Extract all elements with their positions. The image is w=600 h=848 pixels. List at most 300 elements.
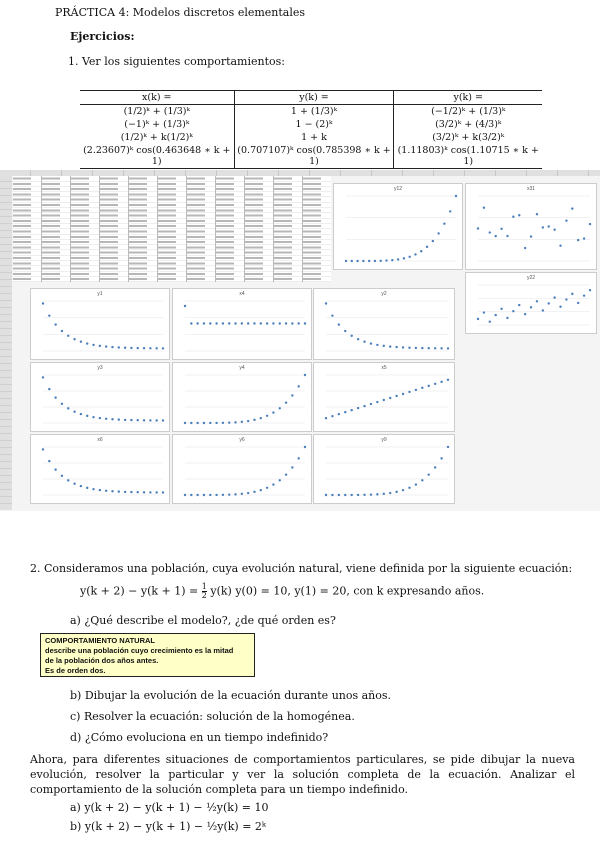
chart-plot	[334, 184, 462, 269]
data-point	[389, 397, 391, 399]
data-point	[344, 494, 346, 496]
chart-title: x5	[381, 365, 387, 371]
data-point	[376, 344, 378, 346]
data-point	[92, 416, 94, 418]
data-point	[408, 347, 410, 349]
data-point	[190, 322, 192, 324]
data-point	[54, 468, 56, 470]
chart-3	[172, 288, 312, 360]
data-point	[253, 419, 255, 421]
data-point	[99, 345, 101, 347]
data-point	[155, 491, 157, 493]
data-point	[111, 418, 113, 420]
data-point	[105, 345, 107, 347]
data-point	[130, 419, 132, 421]
data-point	[149, 419, 151, 421]
data-point	[559, 244, 561, 246]
data-point	[162, 491, 164, 493]
data-point	[421, 479, 423, 481]
table-cell: 1 − (2)ᵏ	[234, 118, 394, 131]
data-point	[421, 387, 423, 389]
data-point	[247, 492, 249, 494]
data-point	[420, 250, 422, 252]
data-point	[325, 302, 327, 304]
data-point	[247, 420, 249, 422]
data-point	[99, 489, 101, 491]
data-point	[272, 411, 274, 413]
data-point	[215, 322, 217, 324]
answer-line: de la población dos años antes.	[45, 656, 159, 665]
data-point	[455, 195, 457, 197]
chart-plot	[314, 435, 454, 503]
data-point	[331, 415, 333, 417]
data-point	[297, 457, 299, 459]
data-point	[351, 260, 353, 262]
data-point	[304, 374, 306, 376]
chart-title: x6	[97, 437, 103, 443]
data-point	[338, 323, 340, 325]
data-point	[73, 482, 75, 484]
data-point	[350, 335, 352, 337]
question-a: a) ¿Qué describe el modelo?, ¿de qué orden es?	[70, 614, 336, 627]
data-point	[137, 347, 139, 349]
data-point	[149, 491, 151, 493]
data-point	[447, 379, 449, 381]
data-point	[325, 417, 327, 419]
data-point	[61, 475, 63, 477]
data-point	[344, 330, 346, 332]
data-point	[260, 322, 262, 324]
data-point	[209, 494, 211, 496]
data-point	[408, 391, 410, 393]
data-point	[149, 347, 151, 349]
data-point	[437, 232, 439, 234]
data-point	[415, 483, 417, 485]
chart-2	[30, 288, 170, 360]
data-point	[184, 494, 186, 496]
data-point	[383, 399, 385, 401]
data-point	[190, 494, 192, 496]
data-point	[260, 489, 262, 491]
chart-10	[172, 434, 312, 504]
data-point	[143, 347, 145, 349]
data-point	[203, 422, 205, 424]
chart-title: y12	[393, 186, 403, 192]
chart-7	[172, 362, 312, 432]
data-point	[356, 260, 358, 262]
data-point	[397, 258, 399, 260]
data-point	[203, 322, 205, 324]
data-point	[279, 322, 281, 324]
table-cell: (1/2)ᵏ + (1/3)ᵏ	[123, 106, 190, 117]
data-point	[67, 335, 69, 337]
table-cell: (−1)ᵏ + (1/3)ᵏ	[124, 119, 190, 130]
data-point	[440, 457, 442, 459]
data-point	[542, 309, 544, 311]
question-b: b) Dibujar la evolución de la ecuación durante unos años.	[70, 689, 392, 702]
data-point	[137, 419, 139, 421]
data-point	[415, 389, 417, 391]
data-point	[196, 422, 198, 424]
chart-plot	[173, 289, 311, 359]
data-point	[234, 421, 236, 423]
data-point	[385, 259, 387, 261]
data-point	[363, 341, 365, 343]
data-point	[42, 376, 44, 378]
problem-2-equation	[80, 583, 484, 600]
chart-title: y3	[97, 365, 103, 371]
data-point	[279, 479, 281, 481]
data-point	[80, 341, 82, 343]
table-cell: (1.11803)ᵏ cos(1.10715 ∗ k + 1)	[394, 144, 542, 169]
data-point	[374, 260, 376, 262]
data-point	[162, 347, 164, 349]
instructions-paragraph: Ahora, para diferentes situaciones de comportamientos particulares, se pide dibujar la nueva evolución, resolver la particular y ver la solución completa de la ecuación. Analizar el comportamiento de la solución completa para un tiempo indefinido.	[30, 753, 575, 796]
chart-6	[30, 362, 170, 432]
data-point	[577, 302, 579, 304]
data-point	[118, 490, 120, 492]
data-point	[118, 346, 120, 348]
table-cell: 1 + (1/3)ᵏ	[234, 105, 394, 119]
data-point	[215, 422, 217, 424]
data-point	[61, 330, 63, 332]
data-point	[253, 322, 255, 324]
data-point	[48, 314, 50, 316]
table-header: y(k) =	[234, 91, 394, 105]
data-point	[196, 322, 198, 324]
data-point	[48, 388, 50, 390]
data-point	[553, 296, 555, 298]
data-point	[228, 493, 230, 495]
chart-title: y22	[526, 275, 536, 281]
data-point	[80, 485, 82, 487]
data-point	[184, 305, 186, 307]
data-point	[363, 405, 365, 407]
data-point	[421, 347, 423, 349]
data-point	[536, 300, 538, 302]
answer-line: COMPORTAMIENTO NATURAL	[45, 636, 155, 645]
data-point	[291, 394, 293, 396]
data-point	[228, 421, 230, 423]
data-point	[530, 306, 532, 308]
data-point	[370, 342, 372, 344]
data-point	[559, 306, 561, 308]
data-point	[536, 213, 538, 215]
question-c: c) Resolver la ecuación: solución de la homogénea.	[70, 710, 355, 723]
answer-line: Es de orden dos.	[45, 666, 106, 675]
data-point	[428, 347, 430, 349]
data-point	[447, 347, 449, 349]
data-point	[304, 446, 306, 448]
data-point	[266, 487, 268, 489]
data-point	[368, 260, 370, 262]
chart-5	[465, 272, 597, 334]
data-point	[285, 322, 287, 324]
data-point	[162, 419, 164, 421]
data-point	[196, 494, 198, 496]
data-point	[228, 322, 230, 324]
data-point	[325, 494, 327, 496]
data-point	[222, 322, 224, 324]
data-point	[565, 219, 567, 221]
table-cell: (2.23607)ᵏ cos(0.463648 ∗ k + 1)	[80, 144, 234, 169]
data-point	[143, 491, 145, 493]
particular-case-a: a) y(k + 2) − y(k + 1) − ½y(k) = 10	[70, 801, 269, 814]
data-point	[553, 228, 555, 230]
data-point	[477, 318, 479, 320]
chart-title: y4	[239, 365, 245, 371]
data-point	[190, 422, 192, 424]
data-point	[247, 322, 249, 324]
data-point	[73, 338, 75, 340]
data-point	[266, 415, 268, 417]
data-point	[143, 419, 145, 421]
data-point	[571, 207, 573, 209]
chart-11	[313, 434, 455, 504]
exercise-1-text: 1. Ver los siguientes comportamientos:	[68, 55, 285, 68]
data-point	[234, 493, 236, 495]
table-cell: 1 + k	[234, 131, 394, 144]
data-point	[266, 322, 268, 324]
table-header: x(k) =	[80, 91, 234, 105]
data-point	[494, 314, 496, 316]
data-point	[111, 346, 113, 348]
table-cell: (1/2)ᵏ + k(1/2)ᵏ	[120, 132, 193, 143]
chart-8	[313, 362, 455, 432]
chart-plot	[314, 363, 454, 431]
data-point	[99, 417, 101, 419]
data-point	[415, 347, 417, 349]
data-point	[137, 491, 139, 493]
chart-title: y6	[239, 437, 245, 443]
equation-right: y(k) y(0) = 10, y(1) = 20, con k expresando años.	[210, 584, 485, 598]
data-point	[489, 231, 491, 233]
data-point	[304, 322, 306, 324]
data-point	[506, 317, 508, 319]
data-point	[483, 207, 485, 209]
data-point	[395, 395, 397, 397]
data-point	[571, 293, 573, 295]
data-point	[389, 492, 391, 494]
table-cell: (3/2)ᵏ + k(3/2)ᵏ	[394, 131, 542, 144]
data-point	[203, 494, 205, 496]
data-point	[215, 494, 217, 496]
data-point	[524, 247, 526, 249]
data-point	[395, 346, 397, 348]
data-point	[383, 345, 385, 347]
data-point	[376, 493, 378, 495]
data-point	[350, 409, 352, 411]
data-point	[380, 260, 382, 262]
data-point	[331, 314, 333, 316]
data-point	[222, 422, 224, 424]
data-point	[42, 448, 44, 450]
chart-9	[30, 434, 170, 504]
data-point	[291, 466, 293, 468]
data-point	[272, 322, 274, 324]
data-point	[518, 304, 520, 306]
table-cell: (0.707107)ᵏ cos(0.785398 ∗ k + 1)	[234, 144, 394, 169]
data-point	[524, 313, 526, 315]
data-point	[357, 407, 359, 409]
chart-plot	[173, 435, 311, 503]
data-point	[130, 347, 132, 349]
data-point	[589, 223, 591, 225]
data-point	[583, 294, 585, 296]
data-point	[426, 246, 428, 248]
data-point	[383, 493, 385, 495]
data-point	[222, 494, 224, 496]
data-point	[542, 226, 544, 228]
data-point	[408, 256, 410, 258]
data-point	[500, 308, 502, 310]
table-cell: (3/2)ᵏ + (4/3)ᵏ	[394, 118, 542, 131]
data-point	[403, 257, 405, 259]
table-cell: (−1/2)ᵏ + (1/3)ᵏ	[394, 105, 542, 119]
behaviors-table	[80, 90, 542, 169]
data-point	[105, 490, 107, 492]
data-point	[414, 253, 416, 255]
chart-title: y2	[381, 291, 387, 297]
data-point	[331, 494, 333, 496]
chart-title: x4	[239, 291, 245, 297]
data-point	[48, 460, 50, 462]
data-point	[395, 491, 397, 493]
spreadsheet-row-header	[0, 175, 12, 510]
answer-line: describe una población cuyo crecimiento es la mitad	[45, 646, 234, 655]
data-point	[291, 322, 293, 324]
data-point	[338, 494, 340, 496]
data-point	[184, 422, 186, 424]
data-point	[124, 347, 126, 349]
data-point	[483, 311, 485, 313]
data-point	[61, 403, 63, 405]
chart-plot	[466, 273, 596, 333]
data-point	[477, 227, 479, 229]
data-point	[506, 235, 508, 237]
data-point	[350, 494, 352, 496]
data-point	[272, 483, 274, 485]
data-point	[111, 490, 113, 492]
data-point	[344, 411, 346, 413]
data-point	[376, 401, 378, 403]
chart-plot	[31, 289, 169, 359]
data-point	[260, 417, 262, 419]
data-point	[357, 338, 359, 340]
data-point	[402, 393, 404, 395]
data-point	[42, 302, 44, 304]
data-point	[155, 419, 157, 421]
data-point	[449, 210, 451, 212]
data-point	[124, 491, 126, 493]
data-point	[440, 381, 442, 383]
data-point	[86, 415, 88, 417]
equation-left: y(k + 2) − y(k + 1) =	[80, 584, 199, 598]
page-header: PRÁCTICA 4: Modelos discretos elementales	[55, 6, 306, 19]
data-point	[565, 298, 567, 300]
chart-plot	[31, 435, 169, 503]
question-d: d) ¿Cómo evoluciona en un tiempo indefinido?	[70, 731, 329, 744]
data-point	[279, 407, 281, 409]
data-point	[105, 418, 107, 420]
data-point	[80, 413, 82, 415]
data-point	[234, 322, 236, 324]
data-point	[209, 322, 211, 324]
data-point	[589, 289, 591, 291]
data-point	[345, 260, 347, 262]
data-point	[432, 240, 434, 242]
data-point	[512, 216, 514, 218]
chart-title: x31	[526, 186, 536, 192]
data-point	[130, 491, 132, 493]
data-point	[67, 407, 69, 409]
data-point	[73, 410, 75, 412]
data-point	[489, 321, 491, 323]
data-point	[92, 344, 94, 346]
data-point	[54, 323, 56, 325]
data-point	[67, 479, 69, 481]
data-point	[530, 235, 532, 237]
chart-1	[465, 183, 597, 270]
data-point	[402, 489, 404, 491]
data-point	[285, 401, 287, 403]
spreadsheet-data-grid	[13, 176, 331, 282]
chart-plot	[31, 363, 169, 431]
chart-plot	[173, 363, 311, 431]
data-point	[494, 235, 496, 237]
data-point	[54, 396, 56, 398]
data-point	[338, 413, 340, 415]
data-point	[389, 345, 391, 347]
data-point	[370, 403, 372, 405]
data-point	[447, 446, 449, 448]
data-point	[297, 385, 299, 387]
data-point	[370, 493, 372, 495]
answer-box	[40, 633, 255, 677]
data-point	[362, 260, 364, 262]
data-point	[253, 491, 255, 493]
chart-plot	[466, 184, 596, 269]
chart-4	[313, 288, 455, 360]
data-point	[363, 494, 365, 496]
data-point	[443, 223, 445, 225]
chart-title: y9	[381, 437, 387, 443]
particular-case-b: b) y(k + 2) − y(k + 1) − ½y(k) = 2ᵏ	[70, 820, 266, 833]
data-point	[408, 487, 410, 489]
data-point	[500, 228, 502, 230]
section-title: Ejercicios:	[70, 30, 135, 43]
data-point	[241, 322, 243, 324]
data-point	[86, 342, 88, 344]
data-point	[428, 385, 430, 387]
chart-plot	[314, 289, 454, 359]
data-point	[434, 466, 436, 468]
data-point	[92, 488, 94, 490]
chart-0	[333, 183, 463, 270]
data-point	[583, 237, 585, 239]
data-point	[518, 214, 520, 216]
data-point	[357, 494, 359, 496]
data-point	[241, 421, 243, 423]
data-point	[512, 310, 514, 312]
data-point	[434, 383, 436, 385]
chart-title: y1	[97, 291, 103, 297]
data-point	[285, 473, 287, 475]
data-point	[86, 487, 88, 489]
data-point	[155, 347, 157, 349]
data-point	[118, 418, 120, 420]
problem-2-intro: 2. Consideramos una población, cuya evolución natural, viene definida por la siguiente ecuación:	[30, 562, 573, 575]
